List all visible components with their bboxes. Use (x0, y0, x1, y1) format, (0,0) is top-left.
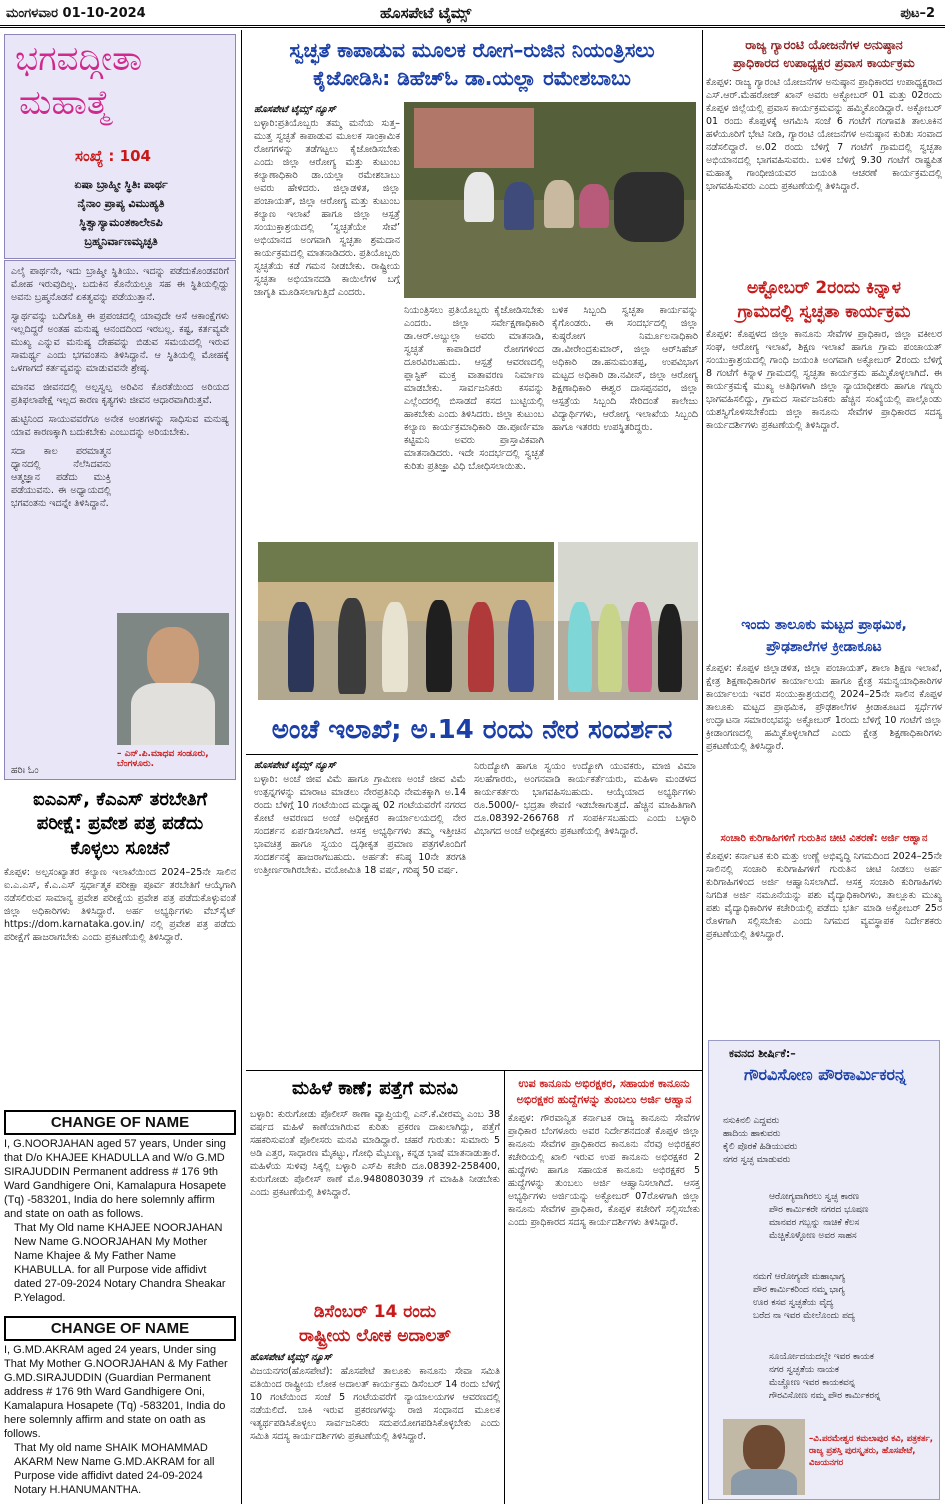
postal-col-2 (474, 760, 696, 838)
gita-footer: ಹರಿಃ ಓಂ (11, 765, 39, 776)
gita-paragraph: ಎಲೈ ಪಾರ್ಥನೇ, ಇದು ಬ್ರಾಹ್ಮೀ ಸ್ಥಿತಿಯು. ಇದನ್ನು ಪಡೆದುಕೊಂಡವರಿಗೆ ಮೋಹ ಇರುವುದಿಲ್ಲ. ಬದುಕಿನ ಕೊನೆಯಲ್ಲೂ ಸಹ ಈ ಸ್ಥಿತಿಯಲ್ಲಿದ್ದು ಅವನು ಬ್ರಹ್ಮನೊಡನೆ ಏಕತ್ವವನ್ನು ಪಡೆಯುತ್ತಾನೆ. (11, 266, 229, 303)
swachh-byline: ಹೊಸಪೇಟೆ ಟೈಮ್ಸ್ ನ್ಯೂಸ್ (254, 104, 336, 115)
author-photo (117, 613, 229, 745)
ias-headline: ಐಎಎಸ್, ಕೆಎಎಸ್ ತರಬೇತಿಗೆ (32, 789, 208, 810)
guarantee-headline: ರಾಜ್ಯ ಗ್ಯಾರಂಟಿ ಯೋಜನೆಗಳ ಅನುಷ್ಠಾನ (745, 37, 903, 52)
poem-author: –ವಿ.ಪರಮೇಶ್ವರ ಕಮಲಾಪುರ ಕವಿ, ಪತ್ರಕರ್ತ, ರಾಜ್ಯ ಪ್ರಶಸ್ತಿ ಪುರಸ್ಕೃತರು, ಹೊಸಪೇಟೆ, ವಿಜಯನಗರ (809, 1434, 933, 1468)
notice-heading: CHANGE OF NAME (4, 1110, 236, 1135)
rule (246, 754, 698, 755)
legal-aid-article (508, 1076, 700, 1229)
guarantee-body: ಕೊಪ್ಪಳ: ರಾಜ್ಯ ಗ್ಯಾರಂಟಿ ಯೋಜನೆಗಳ ಅನುಷ್ಠಾನ ಪ್ರಾಧಿಕಾರದ ಉಪಾಧ್ಯಕ್ಷರಾದ ಎಸ್.ಆರ್.ಮೆಹರೋಜ್ ಖಾನ್ ಅವರು ಅಕ್ಟೋಬರ್ 01 ಮತ್ತು 02ರಂದು ಕೊಪ್ಪಳ ಜಿಲ್ಲೆಯಲ್ಲಿ ಪ್ರವಾಸ ಕಾರ್ಯಕ್ರಮವನ್ನು ಹಮ್ಮಿಕೊಂಡಿದ್ದಾರೆ. ಅಕ್ಟೋಬರ್ 01 ರಂದು ಕೊಪ್ಪಳಕ್ಕೆ ಆಗಮಿಸಿ ಸಂಜೆ 6 ಗಂಟೆಗೆ ಗಂಗಾವತಿ ತಾಲೂಕಿನ ಹಳೆಯೂರಿಗೆ ಭೇಟಿ ನೀಡಿ, ಗ್ಯಾರಂಟಿ ಯೋಜನೆಗಳ ಅನುಷ್ಠಾನ ಕುರಿತು ಸಂವಾದ ನಡೆಸಲಿದ್ದಾರೆ. ಅ.02 ರಂದು ಬೆಳಿಗ್ಗೆ 7 ಗಂಟೆಗೆ ಗ್ರಾಮದಲ್ಲಿ ಸ್ವಚ್ಛತಾ ಅಭಿಯಾನದಲ್ಲಿ ಭಾಗವಹಿಸುವರು. ಬಳಿಕ ಬೆಳಿಗ್ಗೆ 9.30 ಗಂಟೆಗೆ ರಾಷ್ಟ್ರಪಿತ ಮಹಾತ್ಮ ಗಾಂಧೀಜಿಯವರ ಜಯಂತಿ ಆಚರಣೆ ಕಾರ್ಯಕ್ರಮದಲ್ಲಿ ಭಾಗವಹಿಸುವರು ಎಂದು ಪ್ರಕಟಣೆಯಲ್ಲಿ ತಿಳಿಸಿದ್ದಾರೆ. (706, 77, 942, 192)
gita-paragraph: ಸ್ವಾರ್ಥವನ್ನು ಬದಿಗೊತ್ತಿ ಈ ಪ್ರಪಂಚದಲ್ಲಿ ಯಾವುದೇ ಆಸೆ ಆಕಾಂಕ್ಷೆಗಳು ಇಲ್ಲದಿದ್ದರೆ ಅಂತಹ ಮನುಷ್ಯ ಆನಂದದಿಂದ ಇರಬಲ್ಲ. ಕಷ್ಟ, ಕರ್ತವ್ಯವೇ ಮುಖ್ಯ ಎನ್ನುವ ಮನುಷ್ಯ ದೇಹವನ್ನು ಬಿಡುವ ಸಮಯದಲ್ಲಿ ಇರುವ ಸಾಮರ್ಥ್ಯ ಎಂದು ಭಗವಂತನು ತಿಳಿಸಿದ್ದಾನೆ. ಆ ಸ್ಥಿತಿಯಲ್ಲಿ ಮೋಹಕ್ಕೆ ಒಳಗಾಗದೆ ಕರ್ತವ್ಯವನ್ನು ಮಾಡುವವನೇ ಶ್ರೇಷ್ಠ. (11, 311, 229, 374)
poem-stanza: ನಸುಕಿನಲಿ ಎದ್ದವರು ಹಾದಿಯ ಹಾಕುವರು ಕೈಲಿ ಪೊರಕೆ ಹಿಡಿಯುವರು ನಗರ ಸ್ವಚ್ಛ ಮಾಡುವರು (723, 1116, 798, 1165)
poem-box (708, 1040, 940, 1500)
gita-body-box (4, 260, 236, 780)
sports-headline: ಇಂದು ತಾಲೂಕು ಮಟ್ಟದ ಪ್ರಾಥಮಿಕ, (741, 617, 907, 633)
change-of-name-notice (4, 1316, 236, 1497)
ias-headline: ಪರೀಕ್ಷೆ: ಪ್ರವೇಶ ಪತ್ರ ಪಡೆದು (36, 813, 204, 834)
postal-photo-1 (258, 542, 554, 700)
notice-body: I, G.MD.AKRAM aged 24 years, Under sing That My Mother G.NOORJAHAN & My Father G.MD.SIRAJUDDIN (Guardian Permanent address # 176 9th Ward Gandhigere Oni, Kamalapura Hosapete (Tq) -583201, India do here solemnly affirm and state on oath as follows. (4, 1344, 228, 1440)
postal-headline: ಅಂಚೆ ಇಲಾಖೆ; ಅ.14 ರಂದು ನೇರ ಸಂದರ್ಶನ (271, 715, 673, 745)
ias-article (4, 788, 236, 944)
shepherd-headline: ಸಂಚಾರಿ ಕುರಿಗಾಹಿಗಳಿಗೆ ಗುರುತಿನ ಚೀಟಿ ವಿತರಣೆ: ಅರ್ಜಿ ಆಹ್ವಾನ (720, 833, 928, 844)
swachh-headline: ಸ್ವಚ್ಛತೆ ಕಾಪಾಡುವ ಮೂಲಕ ರೋಗ–ರುಜಿನ ನಿಯಂತ್ರಿಸಲು (289, 38, 655, 62)
gita-author: – ಎನ್.ಪಿ.ಮಾಧವ ಸಂಡೂರು, ಬೆಂಗಳೂರು. (117, 749, 209, 769)
gita-subtitle: ಮಹಾತ್ಮೆ (19, 83, 111, 123)
paper-name: ಹೊಸಪೇಟೆ ಟೈಮ್ಸ್ (380, 4, 472, 22)
sports-article (706, 614, 942, 753)
village-headline: ಅಕ್ಟೋಬರ್ 2ರಂದು ಕಿನ್ನಾಳ (746, 278, 902, 298)
postal-text: ನಿರುದ್ಯೋಗಿ ಹಾಗೂ ಸ್ವಯಂ ಉದ್ಯೋಗಿ ಯುವಕರು, ಮಾಜಿ ವಿಮಾ ಸಲಹೆಗಾರರು, ಅಂಗನವಾಡಿ ಕಾರ್ಯಕರ್ತೆಯರು, ಮಹಿಳಾ ಮಂಡಳದ ಕಾರ್ಯಕರ್ತರು ಭಾಗವಹಿಸಬಹುದು. ಆಯ್ಕೆಯಾದ ಅಭ್ಯರ್ಥಿಗಳು ರೂ.5000/- ಭದ್ರತಾ ಠೇವಣಿ ಇಡಬೇಕಾಗುತ್ತದೆ. ಹೆಚ್ಚಿನ ಮಾಹಿತಿಗಾಗಿ ದೂ.08392-266768 ಗೆ ಸಂಪರ್ಕಿಸಬಹುದು ಎಂದು ಬಳ್ಳಾರಿ ವಿಭಾಗದ ಅಂಚೆ ಅಧೀಕ್ಷಕರು ಪ್ರಕಟಣೆಯಲ್ಲಿ ತಿಳಿಸಿದ್ದಾರೆ. (474, 761, 696, 837)
verse-line: ಸ್ಥಿತ್ವಾಸ್ಯಾಮಂತಕಾಲೇಽಪಿ (79, 216, 163, 229)
woman-headline: ಮಹಿಳೆ ಕಾಣೆ; ಪತ್ತೆಗೆ ಮನವಿ (291, 1078, 459, 1099)
postal-article (246, 710, 698, 750)
woman-body: ಬಳ್ಳಾರಿ: ಕುರುಗೋಡು ಪೊಲೀಸ್ ಠಾಣಾ ವ್ಯಾಪ್ತಿಯಲ್ಲಿ ಎನ್.ಕೆ.ವೀರಮ್ಮ ಎಂಬ 38 ವರ್ಷದ ಮಹಿಳೆ ಕಾಣೆಯಾಗಿರುವ ಕುರಿತು ಪ್ರಕರಣ ದಾಖಲಾಗಿದ್ದು, ಪತ್ತೆಗೆ ಸಹಕರಿಸುವಂತೆ ಪೊಲೀಸರು ಮನವಿ ಮಾಡಿದ್ದಾರೆ. ಚಹರೆ ಗುರುತು: ಸುಮಾರು 5 ಅಡಿ ಎತ್ತರ, ಸಾಧಾರಣ ಮೈಕಟ್ಟು, ಗೋಧಿ ಮೈಬಣ್ಣ, ಕನ್ನಡ ಭಾಷೆ ಮಾತನಾಡುತ್ತಾರೆ. ಮಹಿಳೆಯ ಸುಳಿವು ಸಿಕ್ಕಲ್ಲಿ ಬಳ್ಳಾರಿ ಎಸ್‌ಪಿ ಕಚೇರಿ ದೂ.08392-258400, ಕುರುಗೋಡು ಪೊಲೀಸ್ ಠಾಣೆ ಮೊ.9480803039 ಗೆ ಮಾಹಿತಿ ನೀಡಬೇಕು ಎಂದು ಪ್ರಕಟಣೆಯಲ್ಲಿ ತಿಳಿಸಿದ್ದಾರೆ. (250, 1109, 500, 1198)
village-body: ಕೊಪ್ಪಳ: ಕೊಪ್ಪಳದ ಜಿಲ್ಲಾ ಕಾನೂನು ಸೇವೆಗಳ ಪ್ರಾಧಿಕಾರ, ಜಿಲ್ಲಾ ವಕೀಲರ ಸಂಘ, ಆರೋಗ್ಯ ಇಲಾಖೆ, ಶಿಕ್ಷಣ ಇಲಾಖೆ ಹಾಗೂ ಗ್ರಾಮ ಪಂಚಾಯತ್ ಸಂಯುಕ್ತಾಶ್ರಯದಲ್ಲಿ ಗಾಂಧಿ ಜಯಂತಿ ಅಂಗವಾಗಿ ಅಕ್ಟೋಬರ್ 2ರಂದು ಬೆಳಿಗ್ಗೆ 8 ಗಂಟೆಗೆ ಕಿನ್ನಾಳ ಗ್ರಾಮದಲ್ಲಿ ಸ್ವಚ್ಛತಾ ಕಾರ್ಯಕ್ರಮ ಹಮ್ಮಿಕೊಳ್ಳಲಾಗಿದೆ. ಈ ಕಾರ್ಯಕ್ರಮಕ್ಕೆ ಮುಖ್ಯ ಅತಿಥಿಗಳಾಗಿ ಜಿಲ್ಲಾ ನ್ಯಾಯಾಧೀಶರು ಹಾಗೂ ಗಣ್ಯರು ಭಾಗವಹಿಸಲಿದ್ದು, ಗ್ರಾಮದ ಸಾರ್ವಜನಿಕರು ಹೆಚ್ಚಿನ ಸಂಖ್ಯೆಯಲ್ಲಿ ಪಾಲ್ಗೊಂಡು ಯಶಸ್ವಿಗೊಳಿಸಬೇಕೆಂದು ಜಿಲ್ಲಾ ಕಾನೂನು ಸೇವೆಗಳ ಪ್ರಾಧಿಕಾರದ ಸದಸ್ಯ ಕಾರ್ಯದರ್ಶಿಗಳು ಪ್ರಕಟಣೆಯಲ್ಲಿ ತಿಳಿಸಿದ್ದಾರೆ. (706, 329, 942, 431)
gita-number: ಸಂಖ್ಯೆ : 104 (75, 147, 151, 165)
verse-line: ಏಷಾ ಬ್ರಾಹ್ಮೀ ಸ್ಥಿತಿಃ ಪಾರ್ಥ (74, 178, 168, 191)
legal-headline: ಅಭಿರಕ್ಷಕರ ಹುದ್ದೆಗಳನ್ನು ತುಂಬಲು ಅರ್ಜಿ ಆಹ್ವಾನ (516, 1093, 692, 1106)
sports-headline: ಪ್ರೌಢಶಾಲೆಗಳ ಕ್ರೀಡಾಕೂಟ (766, 639, 882, 655)
gita-paragraph: ಹುಟ್ಟಿನಿಂದ ಸಾಯುವವರೆಗೂ ಅನೇಕ ಅಂಶಗಳನ್ನು ಸಾಧಿಸುವ ಮನುಷ್ಯ ಯಾವ ಕಾರಣಕ್ಕಾಗಿ ಬದುಕಬೇಕು ಎಂಬುದನ್ನು ಅರಿಯಬೇಕು. (11, 414, 229, 438)
column-divider (504, 1070, 505, 1504)
poet-photo (723, 1419, 805, 1495)
postal-byline: ಹೊಸಪೇಟೆ ಟೈಮ್ಸ್ ನ್ಯೂಸ್ (254, 760, 336, 771)
adalat-headline: ಡಿಸೆಂಬರ್ 14 ರಂದು (313, 1302, 437, 1322)
swachh-article (246, 36, 698, 92)
swachh-headline: ಕೈಜೋಡಿಸಿ: ಡಿಹೆಚ್‌ಓ ಡಾ.ಯಲ್ಲಾ ರಮೇಶಬಾಬು (313, 66, 631, 90)
legal-body: ಕೊಪ್ಪಳ: ಗೌರವಾನ್ವಿತ ಕರ್ನಾಟಕ ರಾಜ್ಯ ಕಾನೂನು ಸೇವೆಗಳ ಪ್ರಾಧಿಕಾರ ಬೆಂಗಳೂರು ಅವರ ನಿರ್ದೇಶನದಂತೆ ಕೊಪ್ಪಳ ಜಿಲ್ಲಾ ಕಾನೂನು ಸೇವೆಗಳ ಪ್ರಾಧಿಕಾರದ ಕಾನೂನು ನೆರವು ಅಭಿರಕ್ಷಕರ ಕಚೇರಿಯಲ್ಲಿ ಖಾಲಿ ಇರುವ ಉಪ ಕಾನೂನು ಅಭಿರಕ್ಷಕರ 2 ಹುದ್ದೆಗಳು ಹಾಗೂ ಸಹಾಯಕ ಕಾನೂನು ಅಭಿರಕ್ಷಕರ 5 ಹುದ್ದೆಗಳನ್ನು ತುಂಬಲು ಅರ್ಜಿ ಆಹ್ವಾನಿಸಲಾಗಿದೆ. ಆಸಕ್ತ ಅಭ್ಯರ್ಥಿಗಳು ಅರ್ಜಿಯನ್ನು ಅಕ್ಟೋಬರ್ 07ರೊಳಗಾಗಿ ಜಿಲ್ಲಾ ಕಾನೂನು ಸೇವೆಗಳ ಪ್ರಾಧಿಕಾರ, ಕೊಪ್ಪಳ ಕಚೇರಿಗೆ ಸಲ್ಲಿಸಬೇಕು ಎಂದು ಪ್ರಾಧಿಕಾರದ ಸದಸ್ಯ ಕಾರ್ಯದರ್ಶಿಗಳು ತಿಳಿಸಿದ್ದಾರೆ. (508, 1113, 700, 1228)
village-headline: ಗ್ರಾಮದಲ್ಲಿ ಸ್ವಚ್ಛತಾ ಕಾರ್ಯಕ್ರಮ (737, 302, 911, 322)
swachh-text: ನಿಯಂತ್ರಿಸಲು ಪ್ರತಿಯೊಬ್ಬರು ಕೈಜೋಡಿಸಬೇಕು ಎಂದರು. ಜಿಲ್ಲಾ ಸರ್ವೇಕ್ಷಣಾಧಿಕಾರಿ ಡಾ.ಆರ್.ಅಬ್ದುಲ್ಲಾ ಅವರು ಮಾತನಾಡಿ, ಸ್ವಚ್ಛತೆ ಕಾಪಾಡಿದರೆ ರೋಗಗಳಿಂದ ದೂರವಿರಬಹುದು. ಆಸ್ಪತ್ರೆ ಆವರಣದಲ್ಲಿ ಪ್ಲಾಸ್ಟಿಕ್ ಮುಕ್ತ ವಾತಾವರಣ ನಿರ್ಮಾಣ ಮಾಡಬೇಕು. ಸಾರ್ವಜನಿಕರು ಕಸವನ್ನು ಎಲ್ಲೆಂದರಲ್ಲಿ ಬಿಸಾಡದೆ ಕಸದ ಬುಟ್ಟಿಯಲ್ಲಿ ಹಾಕಬೇಕು ಎಂದು ತಿಳಿಸಿದರು. ಜಿಲ್ಲಾ ಕುಟುಂಬ ಕಲ್ಯಾಣ ಕಾರ್ಯಕ್ರಮಾಧಿಕಾರಿ ಡಾ.ಪೂರ್ಣಿಮಾ ಕಟ್ಟಿಮನಿ ಅವರು ಪ್ರಾಸ್ತಾವಿಕವಾಗಿ ಮಾತನಾಡಿದರು. ಇದೇ ಸಂದರ್ಭದಲ್ಲಿ ಸ್ವಚ್ಛತೆ ಕುರಿತು ಪ್ರತಿಜ್ಞಾ ವಿಧಿ ಬೋಧಿಸಲಾಯಿತು. (404, 305, 544, 472)
shepherd-body: ಕೊಪ್ಪಳ: ಕರ್ನಾಟಕ ಕುರಿ ಮತ್ತು ಉಣ್ಣೆ ಅಭಿವೃದ್ಧಿ ನಿಗಮದಿಂದ 2024–25ನೇ ಸಾಲಿನಲ್ಲಿ ಸಂಚಾರಿ ಕುರಿಗಾಹಿಗಳಿಗೆ ಗುರುತಿನ ಚೀಟಿ ನೀಡಲು ಅರ್ಹ ಕುರಿಗಾಹಿಗಳಿಂದ ಅರ್ಜಿ ಆಹ್ವಾನಿಸಲಾಗಿದೆ. ಆಸಕ್ತ ಸಂಚಾರಿ ಕುರಿಗಾಹಿಗಳು ನಿಗದಿತ ಅರ್ಜಿ ನಮೂನೆಯನ್ನು ಪಶು ವೈದ್ಯಾಧಿಕಾರಿಗಳು, ತಾಲ್ಲೂಕು ಮುಖ್ಯ ಪಶು ವೈದ್ಯಾಧಿಕಾರಿಗಳ ಕಚೇರಿಯಲ್ಲಿ ಪಡೆದು ಭರ್ತಿ ಮಾಡಿ ಅಕ್ಟೋಬರ್ 25ರ ರೊಳಗಾಗಿ ಸಲ್ಲಿಸಬೇಕು ಎಂದು ನಿಗಮದ ವ್ಯವಸ್ಥಾಪಕ ನಿರ್ದೇಶಕರು ಪ್ರಕಟಣೆಯಲ್ಲಿ ತಿಳಿಸಿದ್ದಾರೆ. (706, 851, 942, 940)
legal-headline: ಉಪ ಕಾನೂನು ಅಭಿರಕ್ಷಕರ, ಸಹಾಯಕ ಕಾನೂನು (518, 1077, 690, 1090)
ias-body: ಕೊಪ್ಪಳ: ಅಲ್ಪಸಂಖ್ಯಾತರ ಕಲ್ಯಾಣ ಇಲಾಖೆಯಿಂದ 2024–25ನೇ ಸಾಲಿನ ಐ.ಎ.ಎಸ್, ಕೆ.ಎ.ಎಸ್ ಸ್ಪರ್ಧಾತ್ಮಕ ಪರೀಕ್ಷಾ ಪೂರ್ವ ತರಬೇತಿಗೆ ಆಯ್ಕೆಗಾಗಿ ನಡೆಸಲಿರುವ ಸಾಮಾನ್ಯ ಪ್ರವೇಶ ಪರೀಕ್ಷೆಯ ಪ್ರವೇಶ ಪತ್ರ ಪಡೆದುಕೊಳ್ಳುವಂತೆ ಜಿಲ್ಲಾ ಅಧಿಕಾರಿಗಳು ತಿಳಿಸಿದ್ದಾರೆ. ಅರ್ಹ ಅಭ್ಯರ್ಥಿಗಳು ವೆಬ್‌ಸೈಟ್ https://dom.karnataka.gov.in/ ನಲ್ಲಿ ಪ್ರವೇಶ ಪತ್ರ ಪಡೆದು ಪರೀಕ್ಷೆಗೆ ಹಾಜರಾಗಬೇಕು ಎಂದು ಪ್ರಕಟಣೆಯಲ್ಲಿ ತಿಳಿಸಿದ್ದಾರೆ. (4, 867, 236, 943)
gita-header-box (4, 34, 236, 259)
swachh-col-2 (404, 304, 544, 473)
village-cleanliness-article (706, 276, 942, 432)
adalat-body: ವಿಜಯನಗರ(ಹೊಸಪೇಟೆ): ಹೊಸಪೇಟೆ ತಾಲೂಕು ಕಾನೂನು ಸೇವಾ ಸಮಿತಿ ವತಿಯಿಂದ ರಾಷ್ಟ್ರೀಯ ಲೋಕ ಅದಾಲತ್ ಕಾರ್ಯಕ್ರಮ ಡಿಸೆಂಬರ್ 14 ರಂದು ಬೆಳಿಗ್ಗೆ 10 ಗಂಟೆಯಿಂದ ಸಂಜೆ 5 ಗಂಟೆಯವರೆಗೆ ನ್ಯಾಯಾಲಯಗಳ ಆವರಣದಲ್ಲಿ ನಡೆಯಲಿದೆ. ಬಾಕಿ ಇರುವ ಪ್ರಕರಣಗಳನ್ನು ರಾಜಿ ಸಂಧಾನದ ಮೂಲಕ ಇತ್ಯರ್ಥಪಡಿಸಿಕೊಳ್ಳಲು ಸಾರ್ವಜನಿಕರು ಸದುಪಯೋಗಪಡಿಸಿಕೊಳ್ಳಬೇಕು ಎಂದು ಸಮಿತಿ ಸದಸ್ಯ ಕಾರ್ಯದರ್ಶಿಗಳು ಪ್ರಕಟಣೆಯಲ್ಲಿ ತಿಳಿಸಿದ್ದಾರೆ. (250, 1366, 500, 1442)
gita-title: ಭಗವದ್ಗೀತಾ (15, 39, 143, 79)
adalat-headline: ರಾಷ್ಟ್ರೀಯ ಲೋಕ ಅದಾಲತ್ (298, 1326, 452, 1346)
poem-stanza: ಸೂರ್ಯೋದಯದಲ್ಲೇ ಇವರ ಕಾಯಕ ನಗರ ಸ್ವಚ್ಛತೆಯ ನಾಯಕ ಮೆಚ್ಚೋಣ ಇವರ ಕಾಯಕವನ್ನ ಗೌರವಿಸೋಣ ನಮ್ಮ ಪೌರ ಕಾರ್ಮಿಕರನ್ನ (769, 1352, 881, 1401)
swachh-text: ಬಳ್ಳಾರಿ:ಪ್ರತಿಯೊಬ್ಬರು ತಮ್ಮ ಮನೆಯ ಸುತ್ತ–ಮುತ್ತ ಸ್ವಚ್ಛತೆ ಕಾಪಾಡುವ ಮೂಲಕ ಸಾಂಕ್ರಾಮಿಕ ರೋಗಗಳನ್ನು ತಡೆಗಟ್ಟಲು ಕೈಜೋಡಿಸಬೇಕು ಎಂದು ಜಿಲ್ಲಾ ಆರೋಗ್ಯ ಮತ್ತು ಕುಟುಂಬ ಕಲ್ಯಾಣಾಧಿಕಾರಿ ಡಾ.ಯಲ್ಲಾ ರಮೇಶಬಾಬು ಅವರು ಹೇಳಿದರು. ಜಿಲ್ಲಾಡಳಿತ, ಜಿಲ್ಲಾ ಪಂಚಾಯತ್, ಜಿಲ್ಲಾ ಆರೋಗ್ಯ ಮತ್ತು ಕುಟುಂಬ ಕಲ್ಯಾಣ ಇಲಾಖೆ ಹಾಗೂ ಜಿಲ್ಲಾ ಆಸ್ಪತ್ರೆ ಸಂಯುಕ್ತಾಶ್ರಯದಲ್ಲಿ ‘ಸ್ವಚ್ಛತೆಯೇ ಸೇವೆ’ ಅಭಿಯಾನದ ಅಂಗವಾಗಿ ಸ್ವಚ್ಛತಾ ಶ್ರಮದಾನ ಕಾರ್ಯಕ್ರಮದಲ್ಲಿ ಮಾತನಾಡಿದರು. ಪ್ರತಿಯೊಬ್ಬರು ಸ್ವಚ್ಛತೆಯ ಕಡೆ ಗಮನ ನೀಡಬೇಕು. ರಾಷ್ಟ್ರೀಯ ಸ್ವಚ್ಛತಾ ಅಭಿಯಾನದಡಿ ಕಾಯಿಲೆಗಳ ಬಗ್ಗೆ ಜಾಗೃತಿ ಮೂಡಿಸಲಾಗುತ್ತಿದೆ ಎಂದರು. (254, 118, 400, 298)
gita-paragraph: ಸದಾ ಕಾಲ ಪರಮಾತ್ಮನ ಧ್ಯಾನದಲ್ಲಿ ನೆಲೆಸಿದವನು ಆತ್ಮಜ್ಞಾನ ಪಡೆದು ಮುಕ್ತಿ ಪಡೆಯುವನು. ಈ ಅಧ್ಯಾಯದಲ್ಲಿ ಭಗವಂತನು ಇದನ್ನೇ ತಿಳಿಸಿದ್ದಾನೆ. (11, 446, 111, 509)
adalat-byline: ಹೊಸಪೇಟೆ ಟೈಮ್ಸ್ ನ್ಯೂಸ್ (250, 1352, 332, 1363)
change-of-name-notice (4, 1110, 236, 1305)
notice-body: That My Old name KHAJEE NOORJAHAN New Name G.NOORJAHAN My Mother Name Khajee & My Father Name KHABULLA. for all Purpose vide affidivt dated 27-09-2024 Notary Chandra Sheakar P.Yelagod. (14, 1222, 226, 1304)
poem-title: ಗೌರವಿಸೋಣ ಪೌರಕಾರ್ಮಿಕರನ್ನ (743, 1065, 907, 1084)
swachh-text: ಬಳಿಕ ಸಿಬ್ಬಂದಿ ಸ್ವಚ್ಛತಾ ಕಾರ್ಯವನ್ನು ಕೈಗೊಂಡರು. ಈ ಸಂದರ್ಭದಲ್ಲಿ ಜಿಲ್ಲಾ ಕುಷ್ಠರೋಗ ನಿರ್ಮೂಲನಾಧಿಕಾರಿ ಡಾ.ವೀರೇಂದ್ರಕುಮಾರ್, ಜಿಲ್ಲಾ ಆರ್‌ಸಿಹೆಚ್ ಅಧಿಕಾರಿ ಡಾ.ಹನುಮಂತಪ್ಪ, ಉಪವಿಭಾಗ ಮಟ್ಟದ ಅಧಿಕಾರಿ ಡಾ.ನವೀನ್, ಜಿಲ್ಲಾ ಆರೋಗ್ಯ ಶಿಕ್ಷಣಾಧಿಕಾರಿ ಈಶ್ವರ ದಾಸಪ್ಪನವರ, ಜಿಲ್ಲಾ ಆಸ್ಪತ್ರೆಯ ಸಿಬ್ಬಂದಿ ಸೇರಿದಂತೆ ಕಾಲೇಜು ವಿದ್ಯಾರ್ಥಿಗಳು, ಆರೋಗ್ಯ ಇಲಾಖೆಯ ಸಿಬ್ಬಂದಿ ಹಾಗೂ ಇತರರು ಉಪಸ್ಥಿತರಿದ್ದರು. (552, 305, 698, 433)
shepherd-id-article (706, 832, 942, 941)
rule (246, 1070, 702, 1071)
verse-line: ನೈನಾಂ ಪ್ರಾಪ್ಯ ವಿಮುಹ್ಯತಿ (77, 197, 165, 210)
notice-body: That My old name SHAIK MOHAMMAD AKARM New Name G.MD.AKRAM for all Purpose vide affidivt dated 24-09-2024 Notary H.HANUMANTHA. (14, 1442, 215, 1496)
notice-body: I, G.NOORJAHAN aged 57 years, Under sing that D/o KHAJEE KHADULLA and W/o G.MD SIRAJUDDIN Permanent address # 176 9th Ward Gandhigere Oni, Kamalapura Hosapete (Tq) -583201, India do here solemnly affirm and state on oath as follows. (4, 1138, 227, 1220)
verse-line: ಬ್ರಹ್ಮನಿರ್ವಾಣಮೃಚ್ಛತಿ (84, 235, 158, 248)
column-divider (241, 30, 242, 1504)
column-divider (702, 30, 703, 1504)
swachh-col-3 (552, 304, 698, 434)
gita-paragraph: ಮಾನವ ಜೀವನದಲ್ಲಿ ಅಲ್ಪಸ್ವಲ್ಪ ಅರಿವಿನ ಕೊರತೆಯಿಂದ ಅರಿಯದ ಪ್ರತಿಫಲಾಪೇಕ್ಷೆ ಇಲ್ಲದ ಕಾರಣ ಕೃತ್ಯಗಳು ಜೀವನ ಆಧಾರವಾಗಿರುತ್ತವೆ. (11, 382, 229, 406)
postal-photo-2 (558, 542, 698, 700)
guarantee-article (706, 36, 942, 193)
cleanliness-photo (404, 102, 696, 298)
missing-woman-article (250, 1076, 500, 1199)
guarantee-headline: ಪ್ರಾಧಿಕಾರದ ಉಪಾಧ್ಯಕ್ಷರ ಪ್ರವಾಸ ಕಾರ್ಯಕ್ರಮ (733, 55, 915, 70)
postal-col-1 (254, 760, 466, 877)
page-number: ಪುಟ–2 (900, 6, 935, 21)
postal-text: ಬಳ್ಳಾರಿ: ಅಂಚೆ ಜೀವ ವಿಮೆ ಹಾಗೂ ಗ್ರಾಮೀಣ ಅಂಚೆ ಜೀವ ವಿಮೆ ಉತ್ಪನ್ನಗಳನ್ನು ಮಾರಾಟ ಮಾಡಲು ನೇರಪ್ರತಿನಿಧಿ ನೇಮಕಕ್ಕಾಗಿ ಅ.14 ರಂದು ಬೆಳಿಗ್ಗೆ 10 ಗಂಟೆಯಿಂದ ಮಧ್ಯಾಹ್ನ 02 ಗಂಟೆಯವರೆಗೆ ನಗರದ ಕೋಟೆ ಆವರಣದ ಅಂಚೆ ಅಧೀಕ್ಷಕರ ಕಾರ್ಯಾಲಯದಲ್ಲಿ ನೇರ ಸಂದರ್ಶನ ಏರ್ಪಡಿಸಲಾಗಿದೆ. ಆಸಕ್ತ ಅಭ್ಯರ್ಥಿಗಳು ತಮ್ಮ ಇತ್ತೀಚಿನ ಭಾವಚಿತ್ರ ಹಾಗೂ ಸ್ವಯಂ ದೃಢೀಕೃತ ಪ್ರಮಾಣ ಪತ್ರಗಳೊಂದಿಗೆ ಸಂದರ್ಶನಕ್ಕೆ ಹಾಜರಾಗಬಹುದು. ಅರ್ಹತೆ: ಕನಿಷ್ಠ 10ನೇ ತರಗತಿ ಉತ್ತೀರ್ಣರಾಗಿರಬೇಕು. ವಯೋಮಿತಿ 18 ವರ್ಷ, ಗರಿಷ್ಠ 50 ವರ್ಷ. (254, 774, 466, 876)
poem-label: ಕವನದ ಶೀರ್ಷಿಕೆ:– (729, 1047, 796, 1060)
sports-body: ಕೊಪ್ಪಳ: ಕೊಪ್ಪಳ ಜಿಲ್ಲಾಡಳಿತ, ಜಿಲ್ಲಾ ಪಂಚಾಯತ್, ಶಾಲಾ ಶಿಕ್ಷಣ ಇಲಾಖೆ, ಕ್ಷೇತ್ರ ಶಿಕ್ಷಣಾಧಿಕಾರಿಗಳ ಕಾರ್ಯಾಲಯ ಹಾಗೂ ಕ್ಷೇತ್ರ ಸಮನ್ವಯಾಧಿಕಾರಿಗಳ ಕಾರ್ಯಾಲಯ ಇವರ ಸಂಯುಕ್ತಾಶ್ರಯದಲ್ಲಿ 2024–25ನೇ ಸಾಲಿನ ಕೊಪ್ಪಳ ತಾಲೂಕು ಮಟ್ಟದ ಪ್ರಾಥಮಿಕ, ಪ್ರೌಢಶಾಲೆಗಳ ಕ್ರೀಡಾಕೂಟದ ಸ್ಪರ್ಧೆಗಳ ಉದ್ಘಾಟನಾ ಸಮಾರಂಭವನ್ನು ಅಕ್ಟೋಬರ್ 1ರಂದು ಬೆಳಿಗ್ಗೆ 10 ಗಂಟೆಗೆ ಜಿಲ್ಲಾ ಕ್ರೀಡಾಂಗಣದಲ್ಲಿ ಹಮ್ಮಿಕೊಳ್ಳಲಾಗಿದೆ ಎಂದು ಕ್ಷೇತ್ರ ಶಿಕ್ಷಣಾಧಿಕಾರಿಗಳು ಪ್ರಕಟಣೆಯಲ್ಲಿ ತಿಳಿಸಿದ್ದಾರೆ. (706, 663, 942, 752)
swachh-col-1 (254, 104, 400, 299)
poem-stanza: ನಮಗೆ ಆರೋಗ್ಯವೇ ಮಹಾಭಾಗ್ಯ ಪೌರ ಕಾರ್ಮಿಕರಿಂದ ನಮ್ಮ ಭಾಗ್ಯ ಊರ ಕಸವ ಸ್ವಚ್ಛತೆಯ ವೈದ್ಯ ಬರೆದ ನಾ ಇವರ ಮೇಲೊಂದು ಪದ್ಯ (753, 1272, 855, 1321)
poem-stanza: ಆರೋಗ್ಯವಾಗಿರಲು ಸ್ವಚ್ಛ ಕಾರಣ ಪೌರ ಕಾರ್ಮಿಕರೇ ನಗರದ ಭೂಷಣ ಮಾನವರ ಗಬ್ಬನ್ನು ನಾಚಿಕೆ ಕೆಲಸ ಮೆಚ್ಚಿಕೊಳ್ಳೋಣ ಅವರ ಸಾಹಸ (769, 1192, 869, 1241)
notice-heading: CHANGE OF NAME (4, 1316, 236, 1341)
issue-date: ಮಂಗಳವಾರ 01-10-2024 (6, 6, 146, 21)
lok-adalat-article (250, 1300, 500, 1443)
gita-verse (5, 175, 237, 251)
masthead (0, 0, 945, 28)
ias-headline: ಕೊಳ್ಳಲು ಸೂಚನೆ (70, 838, 170, 859)
